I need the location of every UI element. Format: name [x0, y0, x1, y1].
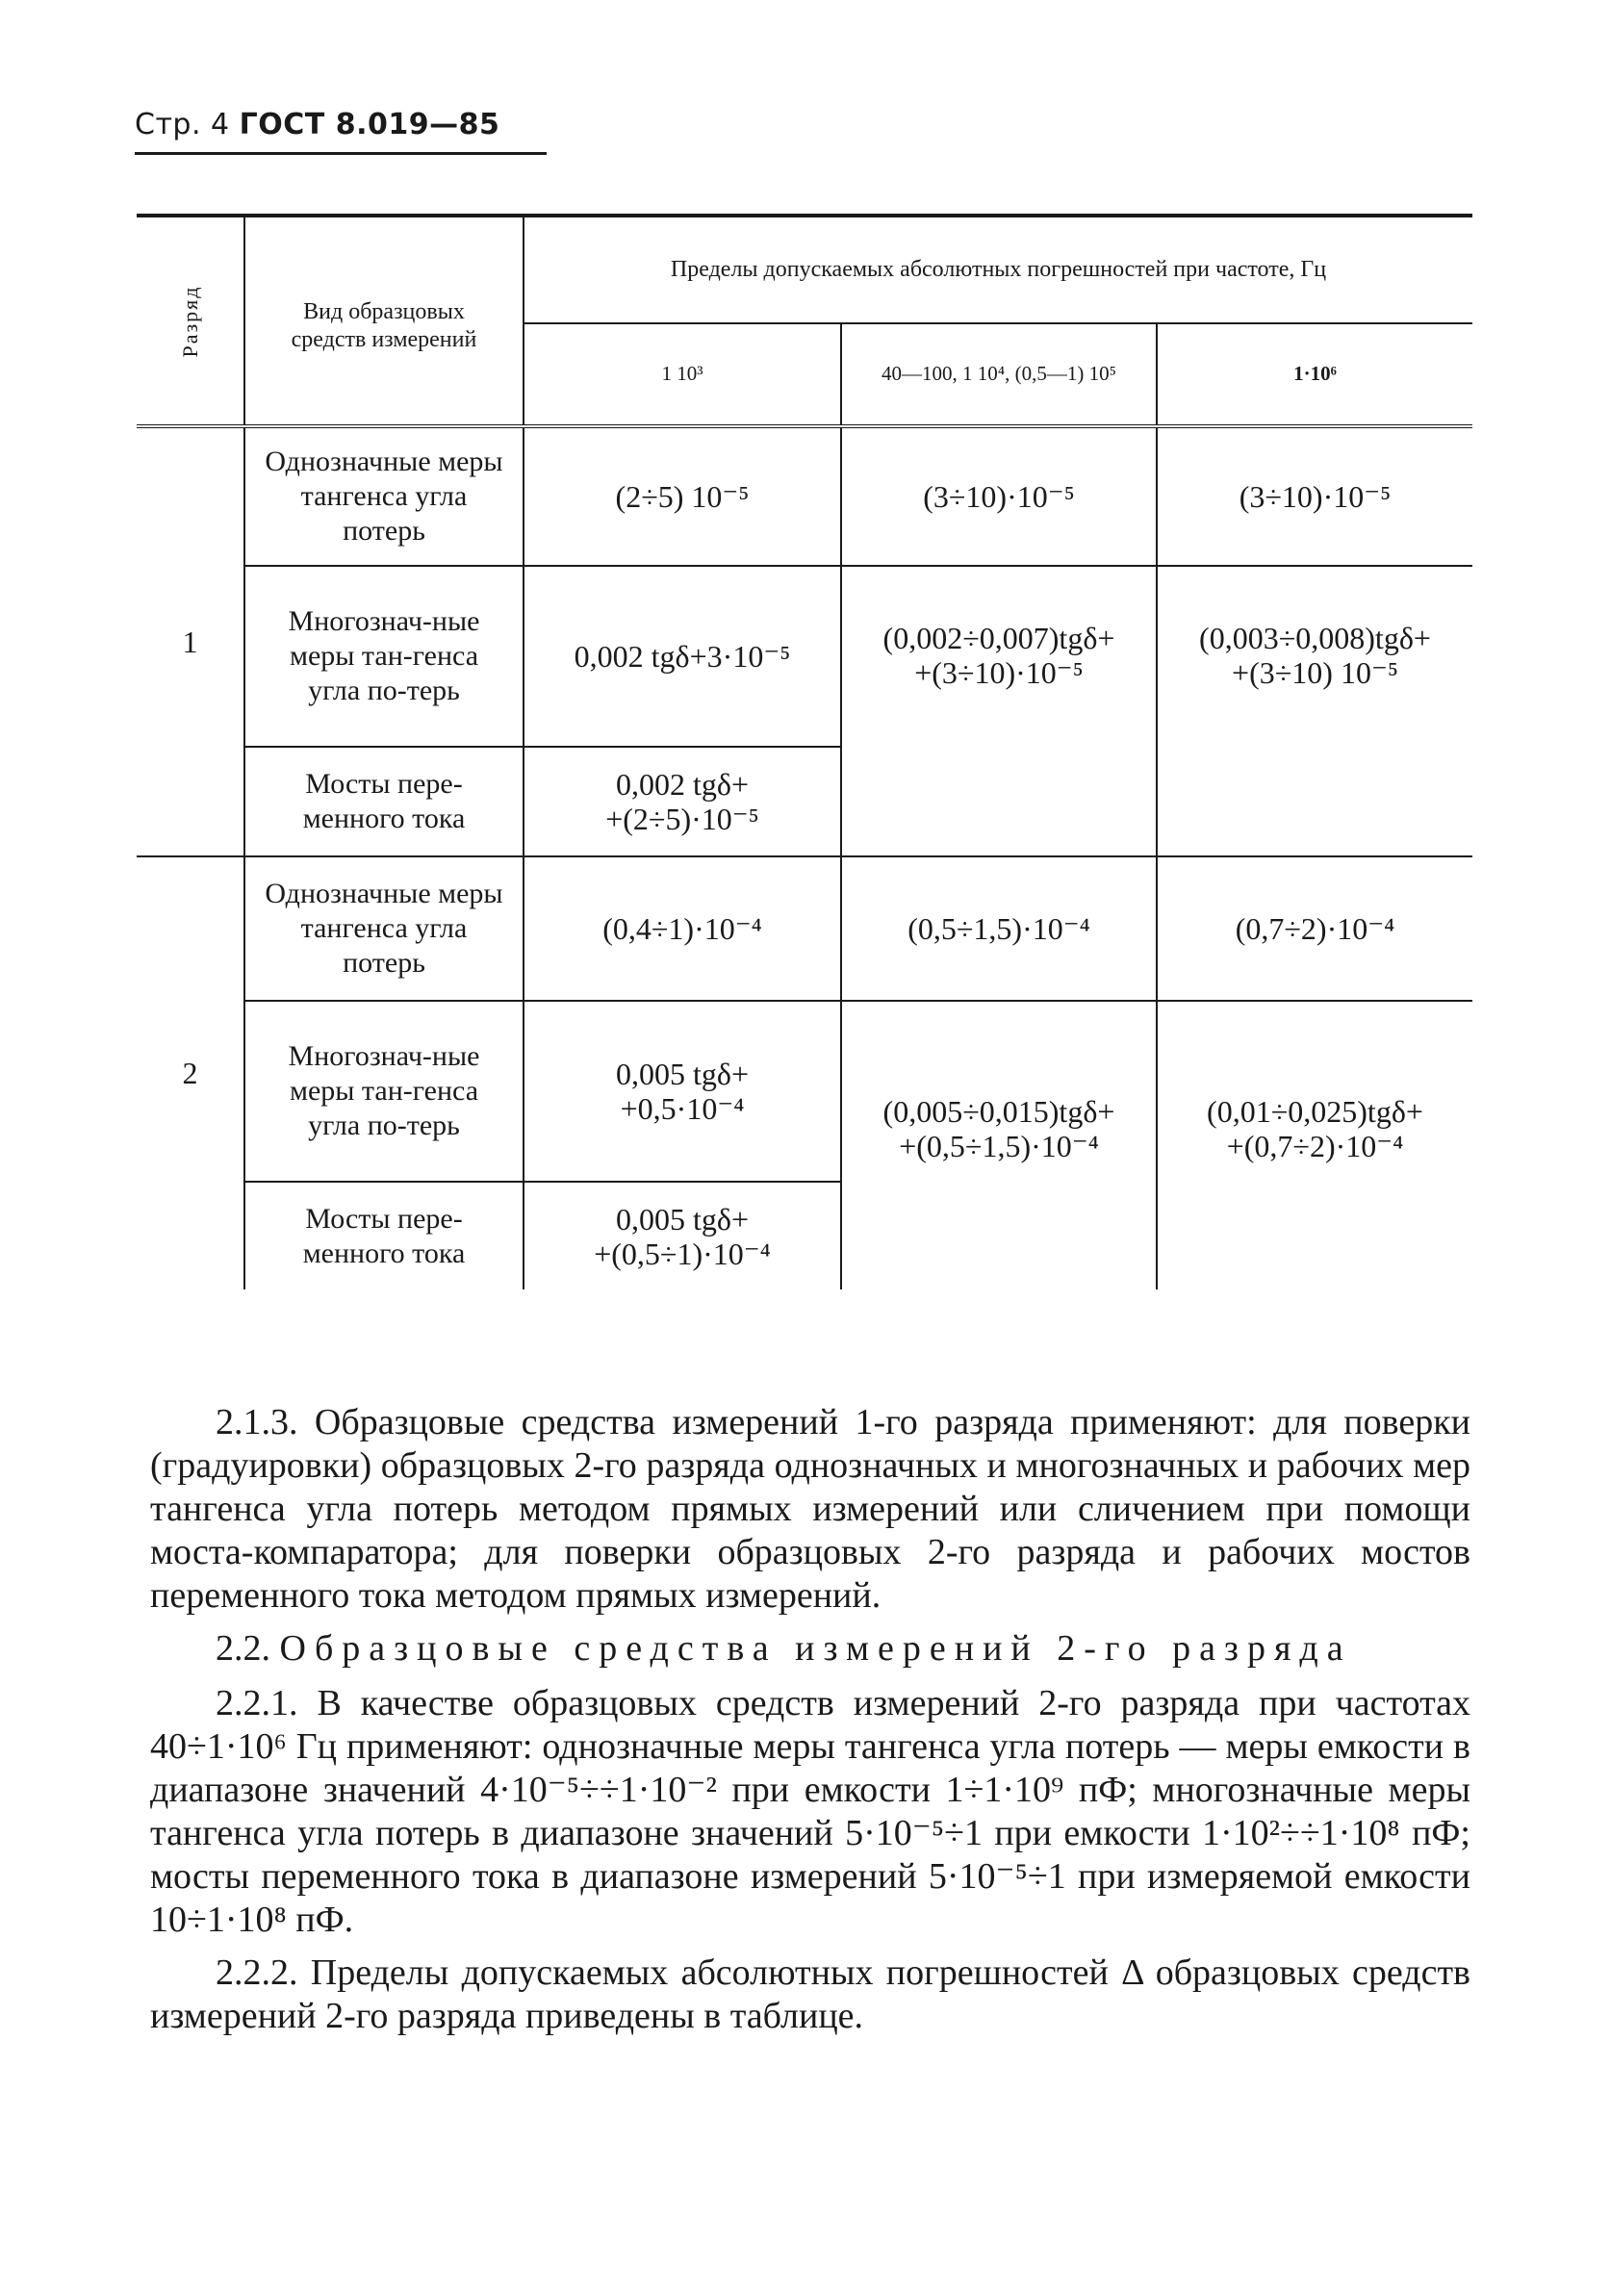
- cell-line: 0,005 tgδ+: [615, 1057, 749, 1091]
- header-rule: [135, 152, 547, 155]
- rank-1: 1: [137, 426, 244, 856]
- table-cell: (3÷10)·10⁻⁵: [841, 426, 1157, 566]
- table-cell-shared: [841, 566, 1157, 856]
- table-cell-shared: [1157, 566, 1472, 856]
- row-type-name: Однозначные меры тангенса угла потерь: [244, 426, 524, 566]
- cell-line: +(2÷5)·10⁻⁵: [605, 802, 759, 836]
- table-cell: (0,5÷1,5)·10⁻⁴: [841, 856, 1157, 1001]
- page-number: Стр. 4: [135, 108, 230, 141]
- rank-2: 2: [137, 856, 244, 1289]
- column-header-freq-1: 1 10³: [524, 323, 841, 427]
- cell-line: +(0,5÷1)·10⁻⁴: [594, 1236, 771, 1271]
- section-number: 2.2.: [216, 1628, 270, 1669]
- table-cell-shared: [841, 1001, 1157, 1289]
- row-type-name: Однозначные меры тангенса угла потерь: [244, 856, 524, 1001]
- column-header-freq-3: 1·10⁶: [1157, 323, 1472, 427]
- page-header: [135, 108, 499, 141]
- row-type-name: Многознач-ные меры тан-генса угла по-терь: [244, 566, 524, 747]
- table-cell: [524, 1182, 841, 1289]
- cell-line: +(0,7÷2)·10⁻⁴: [1226, 1129, 1404, 1163]
- row-type-name: Мосты пере-менного тока: [244, 1182, 524, 1289]
- document-code: ГОСТ 8.019—85: [239, 108, 500, 141]
- cell-line: +(0,5÷1,5)·10⁻⁴: [899, 1129, 1099, 1163]
- section-title: Образцовые средства измерений 2-го разряда: [279, 1628, 1352, 1669]
- cell-line: (0,002÷0,007)tgδ+: [882, 621, 1115, 655]
- cell-line: (0,01÷0,025)tgδ+: [1207, 1094, 1423, 1129]
- cell-line: (0,005÷0,015)tgδ+: [882, 1094, 1115, 1129]
- column-header-type: Вид образцовых средств измерений: [244, 216, 524, 426]
- table-cell: (0,4÷1)·10⁻⁴: [524, 856, 841, 1001]
- limits-table: [137, 214, 1472, 1289]
- table-cell-shared: [1157, 1001, 1472, 1289]
- paragraph-2-2-1: 2.2.1. В качестве образцовых средств измерений 2-го разряда при частотах 40÷1·10⁶ Гц применяют: однозначные меры тангенса угла потерь — меры емкости в диапазоне значений 4·10⁻⁵÷÷1·10⁻² при емкости 1÷1·10⁹ пФ; многозначные меры тангенса угла потерь в диапазоне значений 5·10⁻⁵÷1 при емкости 1·10²÷÷1·10⁸ пФ; мосты переменного тока в диапазоне измерений 5·10⁻⁵÷1 при измеряемой емкости 10÷1·10⁸ пФ.: [150, 1683, 1470, 1940]
- paragraph-2-1-3: 2.1.3. Образцовые средства измерений 1-го разряда применяют: для поверки (градуировки) образцовых 2-го разряда однозначных и многозначных и рабочих мер тангенса угла потерь методом прямых измерений или сличением при помощи моста-компаратора; для поверки образцовых 2-го разряда и рабочих мостов переменного тока методом прямых измерений.: [150, 1402, 1470, 1616]
- column-header-freq-2: 40—100, 1 10⁴, (0,5—1) 10⁵: [841, 323, 1157, 427]
- section-heading: [150, 1627, 1470, 1671]
- table-cell: [524, 1001, 841, 1182]
- paragraph-2-2-2: 2.2.2. Пределы допускаемых абсолютных погрешностей Δ образцовых средств измерений 2-го разряда приведены в таблице.: [150, 1952, 1470, 2036]
- row-type-name: Мосты пере-менного тока: [244, 747, 524, 856]
- table-cell: (0,7÷2)·10⁻⁴: [1157, 856, 1472, 1001]
- table-cell: [524, 747, 841, 856]
- table-cell: 0,002 tgδ+3·10⁻⁵: [524, 566, 841, 747]
- table-cell: (3÷10)·10⁻⁵: [1157, 426, 1472, 566]
- column-header-limits: Пределы допускаемых абсолютных погрешностей при частоте, Гц: [524, 216, 1472, 323]
- cell-line: +(3÷10) 10⁻⁵: [1232, 655, 1398, 690]
- table-cell: (2÷5) 10⁻⁵: [524, 426, 841, 566]
- cell-line: 0,002 tgδ+: [615, 767, 749, 802]
- cell-line: 0,005 tgδ+: [615, 1201, 749, 1237]
- cell-line: +(3÷10)·10⁻⁵: [914, 655, 1084, 690]
- cell-line: (0,003÷0,008)tgδ+: [1199, 621, 1431, 655]
- column-header-rank: Разряд: [137, 216, 244, 426]
- body-text: [150, 1401, 1470, 2048]
- row-type-name: Многознач-ные меры тан-генса угла по-терь: [244, 1001, 524, 1182]
- cell-line: +0,5·10⁻⁴: [620, 1091, 745, 1126]
